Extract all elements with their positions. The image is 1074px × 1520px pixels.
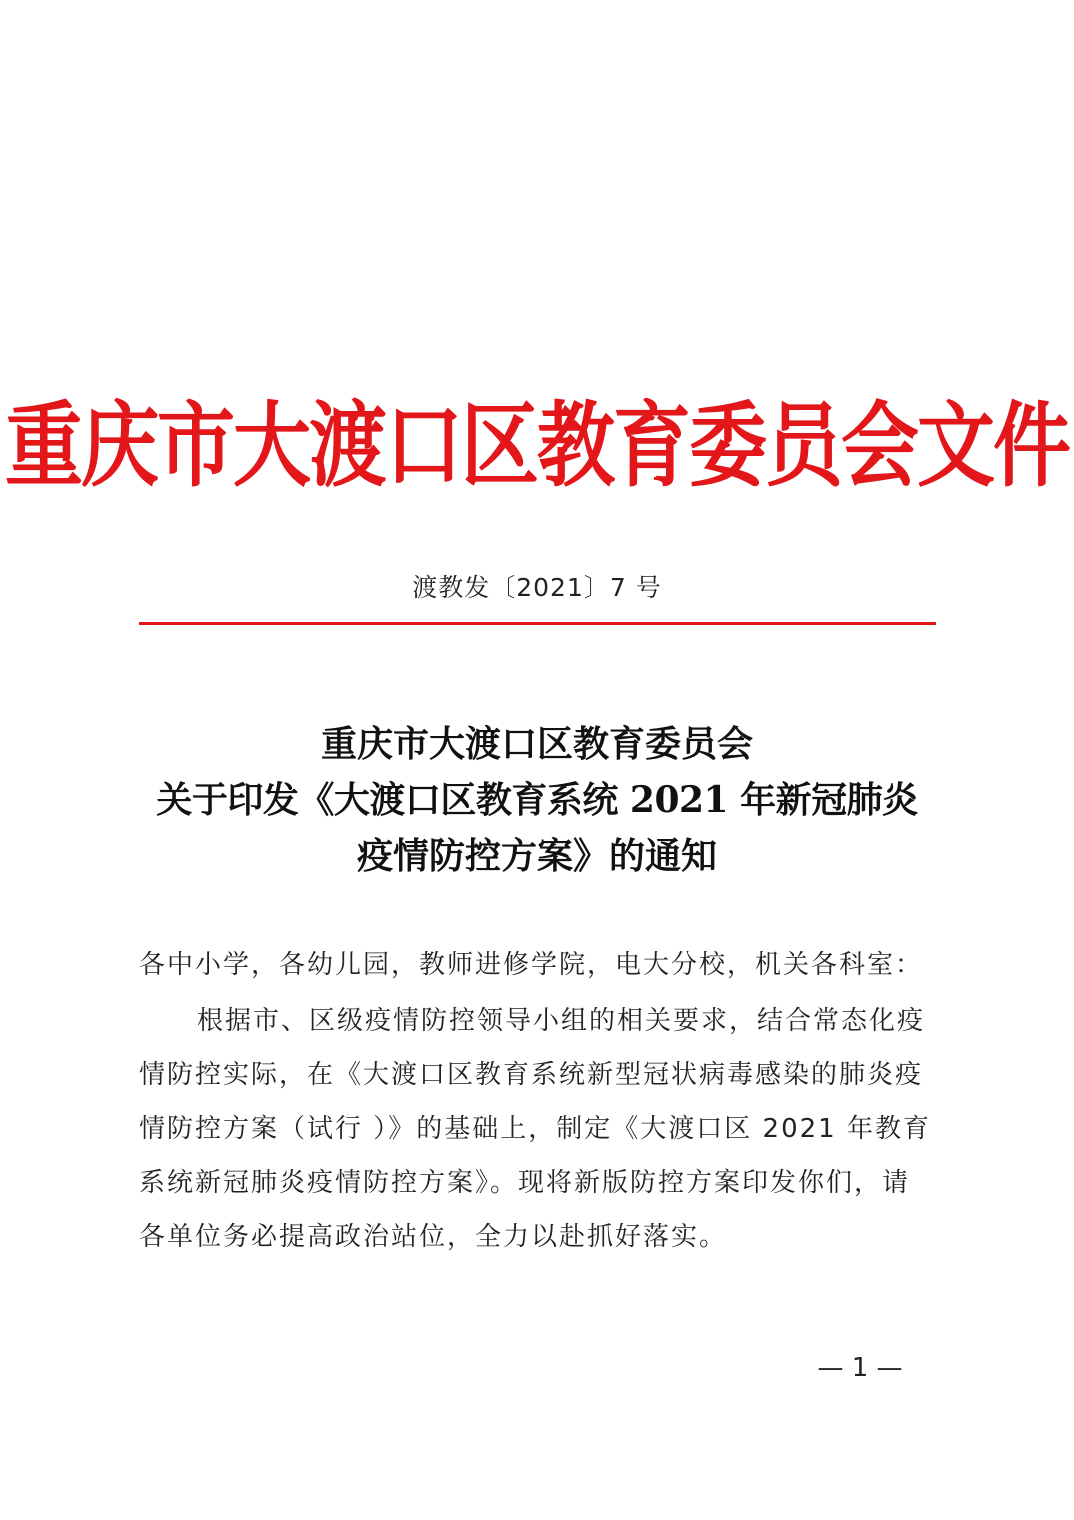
body-line: 系统新冠肺炎疫情防控方案》。现将新版防控方案印发你们，请: [139, 1168, 911, 1198]
body-line: 情防控方案（试行 ）》的基础上，制定《大渡口区 2021 年教育: [139, 1114, 931, 1144]
body-line: 情防控实际，在《大渡口区教育系统新型冠状病毒感染的肺炎疫: [139, 1060, 924, 1090]
body-line: 各单位务必提高政治站位，全力以赴抓好落实。: [139, 1222, 728, 1252]
body-line: 根据市、区级疫情防控领导小组的相关要求，结合常态化疫: [197, 1006, 926, 1036]
notice-title-line-1: 重庆市大渡口区教育委员会: [320, 723, 753, 765]
notice-title-line-3: 疫情防控方案》的通知: [356, 835, 717, 877]
salutation: 各中小学，各幼儿园，教师进修学院，电大分校，机关各科室：: [139, 950, 924, 980]
page-number: — 1 —: [817, 1353, 903, 1383]
red-divider-line: [139, 622, 936, 625]
document-number: 渡教发〔2021〕7 号: [412, 573, 662, 602]
notice-title-line-2: 关于印发《大渡口区教育系统 2021 年新冠肺炎: [156, 779, 918, 821]
masthead-title: 重庆市大渡口区教育委员会文件: [4, 392, 1069, 501]
